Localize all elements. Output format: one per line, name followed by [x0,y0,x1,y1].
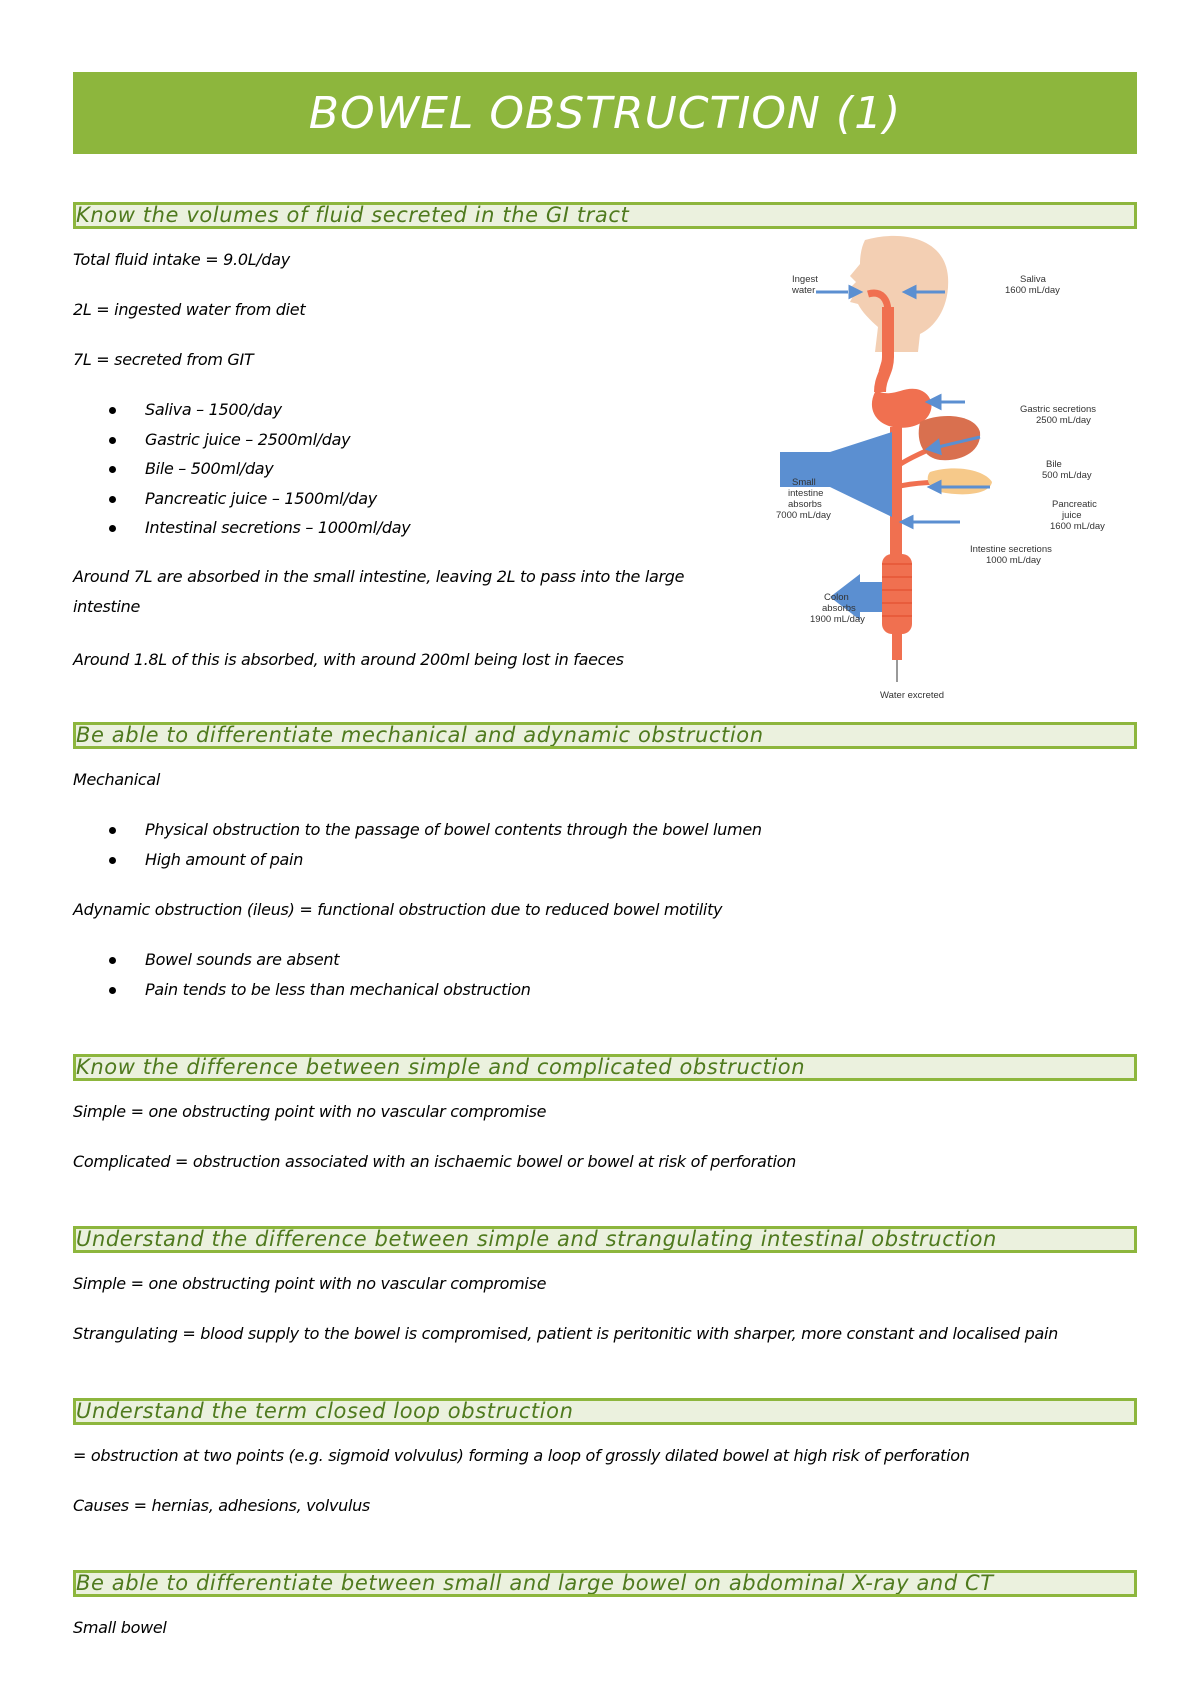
list-item: Bile – 500ml/day [105,459,410,489]
list-item: High amount of pain [105,850,762,880]
page-title: BOWEL OBSTRUCTION (1) [73,72,1137,154]
list-item: Pancreatic juice – 1500ml/day [105,489,410,519]
section-heading-closed-loop: Understand the term closed loop obstruction [73,1398,1137,1425]
section-heading-xray-ct: Be able to differentiate between small and large bowel on abdominal X-ray and CT [73,1570,1137,1597]
adynamic-text: Adynamic obstruction (ileus) = functional obstruction due to reduced bowel motility [73,900,723,919]
colon-tube [882,554,912,634]
label-pancreatic: Pancreatic juice 1600 mL/day [1050,499,1105,532]
label-gastric: Gastric secretions 2500 mL/day [1020,404,1097,426]
gi-fluid-diagram [770,232,1120,712]
small-bowel-label: Small bowel [73,1618,167,1637]
section-heading-mechanical-adynamic: Be able to differentiate mechanical and adynamic obstruction [73,722,1137,749]
complicated-text: Complicated = obstruction associated with an ischaemic bowel or bowel at risk of perforation [73,1152,796,1171]
secretion-list [105,400,410,548]
absorbed-text: Around 7L are absorbed in the small intestine, leaving 2L to pass into the large intestine [73,567,685,616]
label-saliva: Saliva 1600 mL/day [1005,274,1060,296]
label-ingest: Ingest water [792,274,818,296]
list-item: Intestinal secretions – 1000ml/day [105,518,410,548]
label-colon: Colon absorbs 1900 mL/day [810,592,865,625]
label-small-intestine: Small intestine absorbs 7000 mL/day [776,477,831,521]
secreted-text: 7L = secreted from GIT [73,350,254,369]
mechanical-list [105,820,762,879]
closed-loop-definition: = obstruction at two points (e.g. sigmoid volvulus) forming a loop of grossly dilated bowel at high risk of perforation [73,1446,970,1465]
simple-text: Simple = one obstructing point with no vascular compromise [73,1102,547,1121]
list-item: Saliva – 1500/day [105,400,410,430]
section-heading-simple-complicated: Know the difference between simple and complicated obstruction [73,1054,1137,1081]
label-water-excreted: Water excreted [880,690,945,701]
head-shape [850,236,948,352]
list-item: Physical obstruction to the passage of bowel contents through the bowel lumen [105,820,762,850]
list-item: Bowel sounds are absent [105,950,531,980]
strangulating-text: Strangulating = blood supply to the bowel is compromised, patient is peritonitic with sharper, more constant and localised pain [73,1324,1058,1343]
label-bile: Bile 500 mL/day [1042,459,1092,481]
section-heading-simple-strangulating: Understand the difference between simple and strangulating intestinal obstruction [73,1226,1137,1253]
total-intake-text: Total fluid intake = 9.0L/day [73,250,290,269]
simple-text-2: Simple = one obstructing point with no vascular compromise [73,1274,547,1293]
mechanical-label: Mechanical [73,770,161,789]
faeces-text: Around 1.8L of this is absorbed, with around 200ml being lost in faeces [73,650,624,669]
adynamic-list [105,950,531,1009]
list-item: Pain tends to be less than mechanical obstruction [105,980,531,1010]
section-heading-fluid-volumes: Know the volumes of fluid secreted in the GI tract [73,202,1137,229]
rectum-tube [892,632,902,660]
list-item: Gastric juice – 2500ml/day [105,430,410,460]
ingested-text: 2L = ingested water from diet [73,300,306,319]
closed-loop-causes: Causes = hernias, adhesions, volvulus [73,1496,370,1515]
label-intestine-secretions: Intestine secretions 1000 mL/day [970,544,1052,566]
